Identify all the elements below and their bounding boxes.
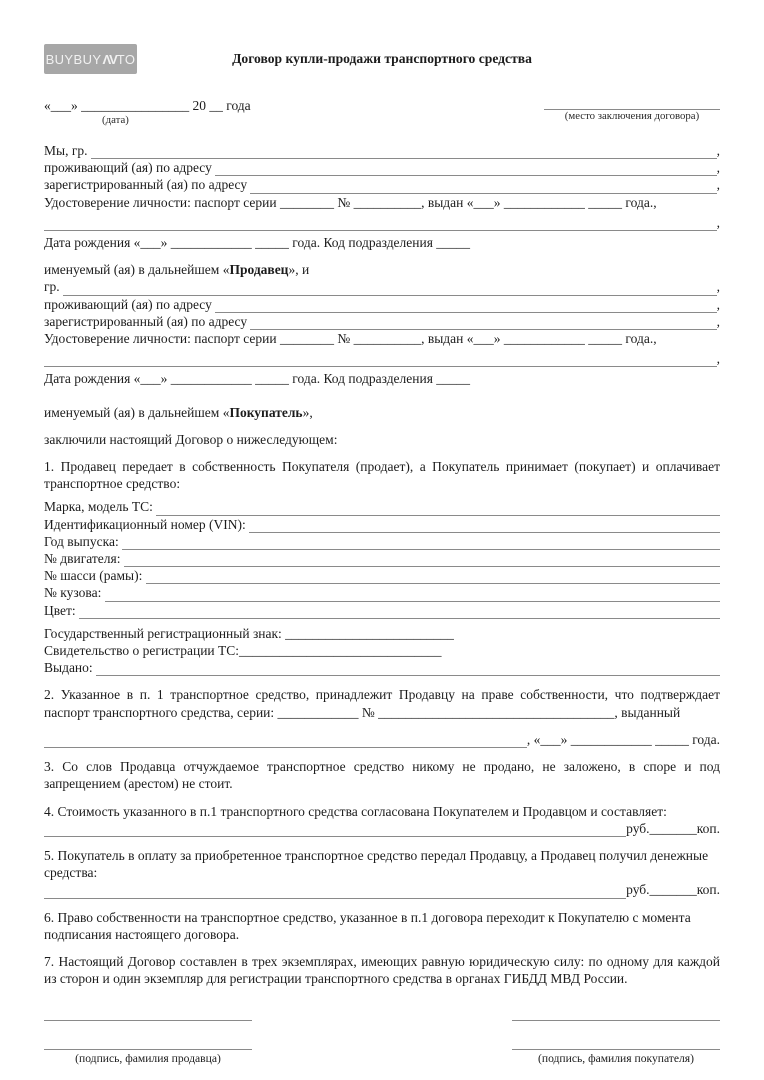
line-reg-plate (44, 625, 720, 642)
text: », (302, 404, 313, 420)
text: проживающий (ая) по адресу (44, 296, 216, 312)
document-body (44, 142, 720, 987)
line-seller-birthdate (44, 234, 720, 251)
contract-place-block (544, 97, 720, 127)
document-title: Договор купли-продажи транспортного средства (232, 51, 532, 66)
contract-date-block (44, 97, 251, 127)
text: именуемый (ая) в дальнейшем « (44, 404, 230, 420)
line-buyer-residence (44, 296, 720, 313)
text: руб._______коп. (626, 882, 720, 898)
blank-underline (44, 886, 626, 899)
logo-av-monogram-icon: ΛV (102, 51, 116, 67)
vertical-gap (44, 251, 720, 261)
line-buyer-registration (44, 313, 720, 330)
line-buyer-name (44, 278, 720, 295)
clause-7 (44, 953, 720, 987)
agreement-intro (44, 431, 720, 448)
emphasized-text: Покупатель (229, 404, 303, 420)
place-blank-line (544, 97, 720, 110)
line-vehicle-vin (44, 516, 720, 533)
line-vehicle-make-model (44, 498, 720, 515)
blank-underline (250, 181, 716, 194)
text: зарегистрированный (ая) по адресу (44, 313, 251, 329)
vertical-gap (44, 899, 720, 909)
vertical-gap (44, 421, 720, 431)
text: Удостоверение личности: паспорт серии ________ № __________, выдан «___» ____________ _____ года., (44, 331, 657, 347)
blank-underline (156, 503, 720, 516)
vertical-gap (44, 837, 720, 847)
text: зарегистрированный (ая) по адресу (44, 177, 251, 193)
blank-underline (105, 589, 720, 602)
buyer-signature-column (512, 1020, 720, 1066)
blank-underline (215, 300, 716, 313)
text: Дата рождения «___» ____________ _____ года. Код подразделения _____ (44, 235, 471, 251)
line-vehicle-color (44, 602, 720, 619)
text: Год выпуска: (44, 533, 123, 549)
text: Мы, гр. (44, 143, 91, 158)
clause-1 (44, 458, 720, 492)
blank-underline (44, 824, 626, 837)
line-buyer-passport (44, 330, 720, 347)
text: именуемый (ая) в дальнейшем « (44, 262, 230, 278)
line-vehicle-body-no (44, 584, 720, 601)
text: заключили настоящий Договор о нижеследующем: (44, 431, 338, 447)
buyer-signature-line-2 (512, 1049, 720, 1050)
text: 4. Стоимость указанного в п.1 транспортного средства согласована Покупателем и Продавцом и составляет: (44, 803, 667, 819)
text: , (716, 279, 720, 295)
blank-underline (215, 163, 716, 176)
clause-5-amount (44, 881, 720, 898)
vertical-gap (44, 748, 720, 758)
text: 3. Со слов Продавца отчуждаемое транспортное средство никому не продано, не заложено, в споре и под запрещением (арестом) не стоит. (44, 759, 720, 792)
text: , (716, 160, 720, 176)
line-seller-passport-issuer (44, 214, 720, 231)
seller-signature-caption: (подпись, фамилия продавца) (75, 1052, 221, 1066)
text: , «___» ____________ _____ года. (526, 731, 720, 747)
vertical-gap (44, 943, 720, 953)
blank-underline (96, 663, 720, 676)
line-vehicle-year (44, 533, 720, 550)
text: 7. Настоящий Договор составлен в трех экземплярах, имеющих равную юридическую силу: по одному для каждой из сторон и один экземпляр для регистрации транспортного средства в органах ГИБДД МВД России. (44, 953, 720, 987)
place-caption: (место заключения договора) (564, 110, 700, 122)
text: Свидетельство о регистрации ТС:______________________________ (44, 643, 442, 659)
text: Марка, модель ТС: (44, 499, 157, 515)
clause-2-issue-date (44, 731, 720, 748)
text: Удостоверение личности: паспорт серии ________ № __________, выдан «___» ____________ _____ года., (44, 194, 657, 210)
text: , (716, 214, 720, 230)
text: Цвет: (44, 602, 80, 618)
text: Выдано: (44, 660, 97, 676)
clause-6 (44, 909, 720, 943)
buybuyavto-logo (44, 44, 137, 74)
text: 5. Покупатель в оплату за приобретенное транспортное средство передал Продавцу, а Продавец получил денежные средства: (44, 847, 709, 881)
line-reg-certificate (44, 642, 720, 659)
line-seller-residence (44, 159, 720, 176)
text: 1. Продавец передает в собственность Покупателя (продает), а Покупатель принимает (покупает) и оплачивает транспортное средство: (44, 459, 720, 492)
text: , (716, 296, 720, 312)
text: , (716, 143, 720, 158)
text: , (716, 313, 720, 329)
text: », и (288, 262, 310, 278)
blank-underline (124, 554, 720, 567)
blank-underline (122, 537, 720, 550)
blank-underline (249, 520, 720, 533)
buyer-signature-caption: (подпись, фамилия покупателя) (538, 1052, 694, 1066)
buyer-signature-line-1 (512, 1020, 720, 1021)
line-buyer-passport-issuer (44, 350, 720, 367)
seller-signature-column (44, 1020, 252, 1066)
vertical-gap (44, 448, 720, 458)
text: Идентификационный номер (VIN): (44, 516, 250, 532)
line-vehicle-engine-no (44, 550, 720, 567)
dateline (44, 97, 720, 127)
text: 6. Право собственности на транспортное средство, указанное в п.1 договора переходит к Покупателю с момента подписания настоящего договора. (44, 909, 691, 942)
clause-3 (44, 758, 720, 792)
line-reg-issued-by (44, 659, 720, 676)
clause-2 (44, 686, 720, 720)
clause-4 (44, 803, 720, 820)
emphasized-text: Продавец (229, 262, 289, 278)
text: Дата рождения «___» ____________ _____ года. Код подразделения _____ (44, 371, 471, 387)
blank-underline (91, 146, 717, 159)
text: , (716, 177, 720, 193)
logo-text-left: BUYBUY (45, 51, 102, 67)
blank-underline (44, 735, 527, 748)
text: руб._______коп. (626, 820, 720, 836)
blank-underline (79, 606, 720, 619)
text: Государственный регистрационный знак: _________________________ (44, 625, 454, 641)
date-blank-line: «___» ________________ 20 __ года (44, 98, 251, 113)
blank-underline (250, 317, 716, 330)
seller-designation (44, 261, 720, 278)
vertical-gap (44, 721, 720, 731)
logo-text-right: TO (116, 51, 136, 67)
text: № кузова: (44, 585, 105, 601)
line-buyer-birthdate (44, 370, 720, 387)
vertical-gap (44, 388, 720, 404)
clause-5 (44, 847, 720, 881)
blank-underline (146, 571, 720, 584)
clause-4-amount (44, 820, 720, 837)
vertical-gap (44, 793, 720, 803)
signatures-section (44, 1020, 720, 1066)
line-seller-registration (44, 176, 720, 193)
page-header (44, 43, 720, 74)
text: , (716, 351, 720, 367)
date-caption: (дата) (102, 114, 129, 126)
seller-signature-line-1 (44, 1020, 252, 1021)
text: гр. (44, 279, 64, 295)
seller-signature-line-2 (44, 1049, 252, 1050)
text: № шасси (рамы): (44, 568, 146, 584)
line-seller-name (44, 142, 720, 159)
buyer-designation (44, 404, 720, 421)
line-vehicle-chassis-no (44, 567, 720, 584)
text: № двигателя: (44, 551, 124, 567)
text: 2. Указанное в п. 1 транспортное средство, принадлежит Продавцу на праве собственности, что подтверждает паспорт транспортного средства, серии: ____________ № ___________________________________, выданный (44, 687, 720, 720)
blank-underline (63, 283, 717, 296)
blank-underline (44, 354, 717, 367)
blank-underline (44, 218, 717, 231)
vertical-gap (44, 676, 720, 686)
text: проживающий (ая) по адресу (44, 160, 216, 176)
line-seller-passport (44, 194, 720, 211)
